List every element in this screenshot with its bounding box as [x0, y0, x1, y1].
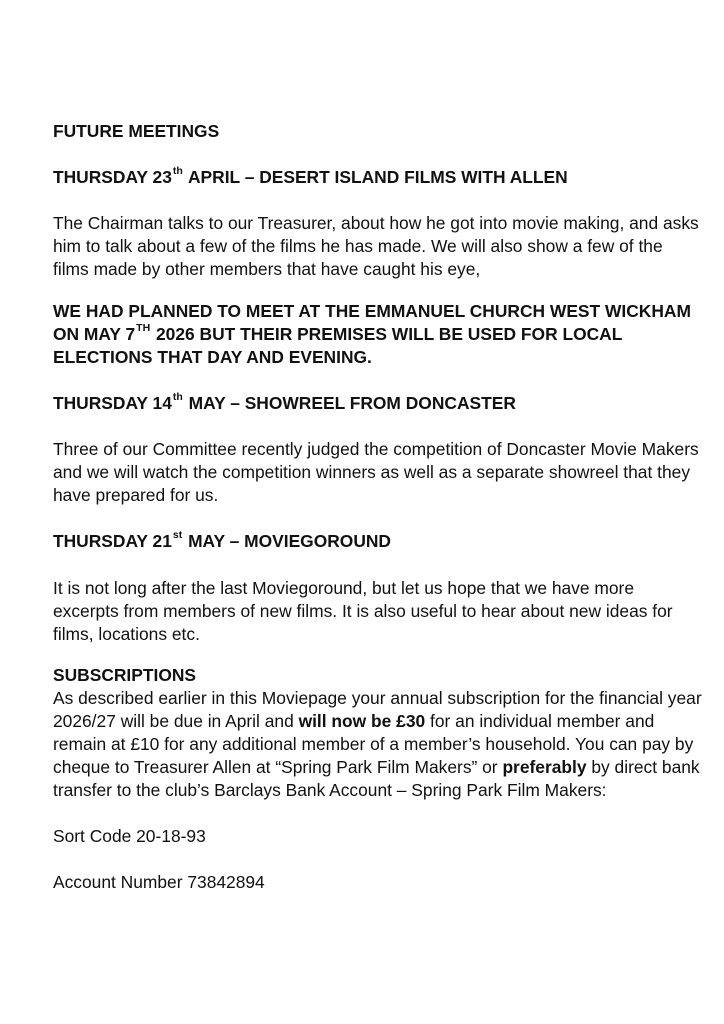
subscriptions-heading: SUBSCRIPTIONS: [53, 665, 197, 685]
venue-notice-pre: WE HAD PLANNED TO MEET AT THE EMMANUEL CHURCH WEST WICKHAM ON MAY 7: [53, 301, 691, 344]
subscriptions-text: [53, 687, 703, 802]
subscriptions-new-fee: will now be £30: [298, 711, 426, 731]
subscriptions-text-3: by direct bank transfer to the club’s Barclays Bank Account – Spring Park Film Makers:: [53, 757, 700, 800]
meeting-1-title-sup: th: [172, 165, 183, 178]
meeting-2-description: Three of our Committee recently judged the competition of Doncaster Movie Makers and we will watch the competition winners as well as a separate showreel that they have prepared for us.: [53, 439, 699, 505]
meeting-3-title-pre: THURSDAY 21: [53, 531, 172, 551]
subscriptions-preferably: preferably: [502, 757, 587, 777]
meeting-1-title: [53, 166, 703, 189]
meeting-2-title: [53, 392, 703, 415]
meeting-3-title: [53, 530, 703, 553]
meeting-2-title-pre: THURSDAY 14: [53, 393, 172, 413]
venue-notice: [53, 300, 703, 369]
sort-code: Sort Code 20-18-93: [53, 826, 206, 846]
meeting-1-title-pre: THURSDAY 23: [53, 167, 172, 187]
meeting-2-title-post: MAY – SHOWREEL FROM DONCASTER: [183, 393, 516, 413]
newsletter-page: [53, 120, 703, 894]
meeting-3-title-post: MAY – MOVIEGOROUND: [183, 531, 391, 551]
subscriptions-text-1: As described earlier in this Moviepage your annual subscription for the financial year 2026/27 will be due in April and: [53, 688, 702, 731]
subscriptions-text-2: for an individual member and remain at £10 for any additional member of a member’s household. You can pay by cheque to Treasurer Allen at “Spring Park Film Makers” or: [53, 711, 694, 777]
meeting-3-description: It is not long after the last Moviegoround, but let us hope that we have more excerpts from members of new films. It is also useful to hear about new ideas for films, locations etc.: [53, 578, 673, 644]
venue-notice-post: 2026 BUT THEIR PREMISES WILL BE USED FOR LOCAL ELECTIONS THAT DAY AND EVENING.: [53, 324, 623, 367]
meeting-2-title-sup: th: [172, 391, 183, 404]
venue-notice-sup: TH: [136, 322, 151, 335]
account-number: Account Number 73842894: [53, 872, 265, 892]
meeting-1-description: The Chairman talks to our Treasurer, about how he got into movie making, and asks him to talk about a few of the films he has made. We will also show a few of the films made by other members that have caught his eye,: [53, 213, 699, 279]
future-meetings-heading: FUTURE MEETINGS: [53, 121, 220, 141]
meeting-3-title-sup: st: [172, 529, 183, 542]
meeting-1-title-post: APRIL – DESERT ISLAND FILMS WITH ALLEN: [183, 167, 568, 187]
